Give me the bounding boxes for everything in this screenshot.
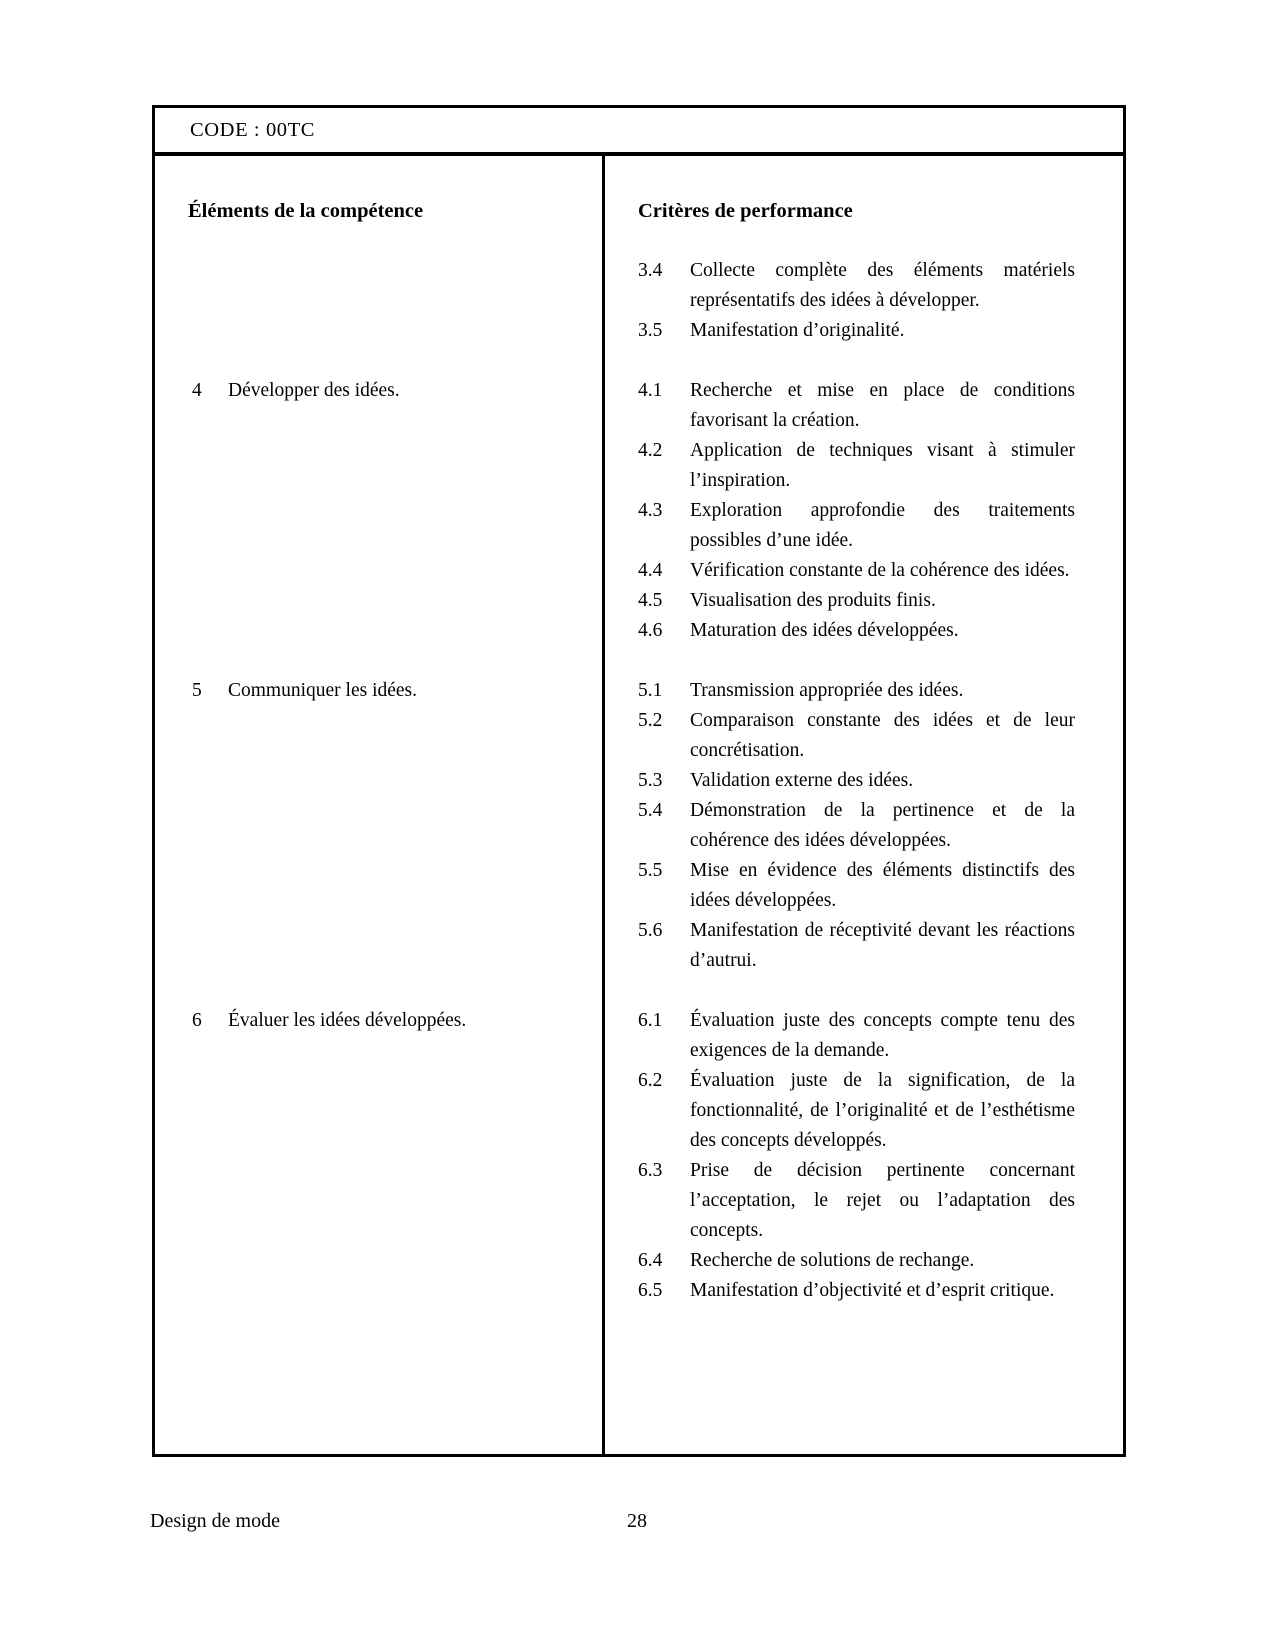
criterion-text: Collecte complète des éléments matériels représentatifs des idées à développer.	[690, 260, 1075, 311]
criterion-text: Vérification constante de la cohérence des idées.	[690, 560, 1070, 581]
criterion-item	[638, 256, 1077, 316]
element-cell	[155, 1336, 605, 1454]
criteria-column-title: Critères de performance	[638, 200, 853, 222]
element-label: Communiquer les idées.	[228, 680, 418, 701]
element-item	[155, 1006, 602, 1036]
element-number: 5	[192, 680, 202, 701]
criterion-text: Visualisation des produits finis.	[690, 590, 936, 611]
criterion-text: Manifestation d’originalité.	[690, 320, 905, 341]
criterion-item	[638, 496, 1077, 556]
criterion-number: 6.4	[638, 1250, 663, 1271]
criterion-number: 4.6	[638, 620, 663, 641]
criterion-item	[638, 706, 1077, 766]
left-title-cell	[155, 156, 605, 256]
criterion-text: Application de techniques visant à stimuler l’inspiration.	[690, 440, 1075, 491]
criterion-text: Prise de décision pertinente concernant l’acceptation, le rejet ou l’adaptation des concepts.	[690, 1160, 1075, 1241]
criterion-number: 5.3	[638, 770, 663, 791]
elements-column-title: Éléments de la compétence	[188, 200, 424, 222]
element-cell	[155, 376, 605, 676]
criterion-item	[638, 1156, 1077, 1246]
criterion-number: 6.1	[638, 1010, 663, 1031]
code-label: CODE : 00TC	[190, 118, 316, 141]
criterion-text: Maturation des idées développées.	[690, 620, 959, 641]
element-cell	[155, 256, 605, 376]
column-titles-row	[155, 156, 1123, 256]
element-number: 6	[192, 1010, 202, 1031]
criterion-number: 4.3	[638, 500, 663, 521]
criterion-item	[638, 916, 1077, 976]
criterion-number: 3.5	[638, 320, 663, 341]
competency-group-4	[155, 376, 1123, 676]
criterion-item	[638, 676, 1077, 706]
right-title-cell	[605, 156, 1123, 256]
criterion-item	[638, 436, 1077, 496]
footer-document-title: Design de mode	[150, 1510, 280, 1532]
element-cell	[155, 1006, 605, 1336]
criterion-number: 5.4	[638, 800, 663, 821]
criterion-number: 6.2	[638, 1070, 663, 1091]
criterion-item	[638, 1006, 1077, 1066]
criterion-number: 5.5	[638, 860, 663, 881]
footer-page-number: 28	[627, 1510, 647, 1532]
criterion-number: 5.6	[638, 920, 663, 941]
criterion-number: 4.5	[638, 590, 663, 611]
competency-group-6	[155, 1006, 1123, 1336]
competency-table	[152, 105, 1126, 1457]
criterion-number: 5.2	[638, 710, 663, 731]
criterion-text: Transmission appropriée des idées.	[690, 680, 964, 701]
element-item	[155, 676, 602, 706]
criteria-cell	[605, 1336, 1123, 1454]
element-label: Développer des idées.	[228, 380, 400, 401]
element-cell	[155, 676, 605, 1006]
criterion-text: Recherche de solutions de rechange.	[690, 1250, 975, 1271]
criterion-text: Validation externe des idées.	[690, 770, 914, 791]
criterion-text: Exploration approfondie des traitements possibles d’une idée.	[690, 500, 1075, 551]
element-number: 4	[192, 380, 202, 401]
criterion-text: Évaluation juste des concepts compte tenu des exigences de la demande.	[690, 1010, 1075, 1061]
criterion-item	[638, 1246, 1077, 1276]
criterion-number: 6.5	[638, 1280, 663, 1301]
criterion-item	[638, 1276, 1077, 1306]
criterion-text: Mise en évidence des éléments distinctifs des idées développées.	[690, 860, 1075, 911]
criterion-text: Manifestation de réceptivité devant les réactions d’autrui.	[690, 920, 1075, 971]
criteria-cell	[605, 1006, 1123, 1336]
criterion-number: 3.4	[638, 260, 663, 281]
criterion-item	[638, 316, 1077, 346]
criterion-item	[638, 1066, 1077, 1156]
criteria-cell	[605, 256, 1123, 376]
element-label: Évaluer les idées développées.	[228, 1010, 467, 1031]
criterion-item	[638, 766, 1077, 796]
criterion-text: Évaluation juste de la signification, de la fonctionnalité, de l’originalité et de l’esthétisme des concepts développés.	[690, 1070, 1075, 1151]
criteria-cell	[605, 676, 1123, 1006]
criterion-item	[638, 376, 1077, 436]
competency-group-5	[155, 676, 1123, 1006]
criterion-item	[638, 586, 1077, 616]
code-header-row	[155, 108, 1123, 156]
criterion-text: Manifestation d’objectivité et d’esprit critique.	[690, 1280, 1055, 1301]
table-body	[155, 156, 1123, 1454]
element-item	[155, 376, 602, 406]
criterion-number: 6.3	[638, 1160, 663, 1181]
criterion-number: 5.1	[638, 680, 663, 701]
criterion-item	[638, 556, 1077, 586]
criterion-text: Démonstration de la pertinence et de la cohérence des idées développées.	[690, 800, 1075, 851]
criterion-number: 4.4	[638, 560, 663, 581]
criterion-number: 4.2	[638, 440, 663, 461]
table-filler-row	[155, 1336, 1123, 1454]
criterion-number: 4.1	[638, 380, 663, 401]
criteria-cell	[605, 376, 1123, 676]
criterion-text: Recherche et mise en place de conditions favorisant la création.	[690, 380, 1075, 431]
criterion-item	[638, 796, 1077, 856]
criterion-item	[638, 616, 1077, 646]
competency-group-3	[155, 256, 1123, 376]
criterion-item	[638, 856, 1077, 916]
criterion-text: Comparaison constante des idées et de leur concrétisation.	[690, 710, 1075, 761]
